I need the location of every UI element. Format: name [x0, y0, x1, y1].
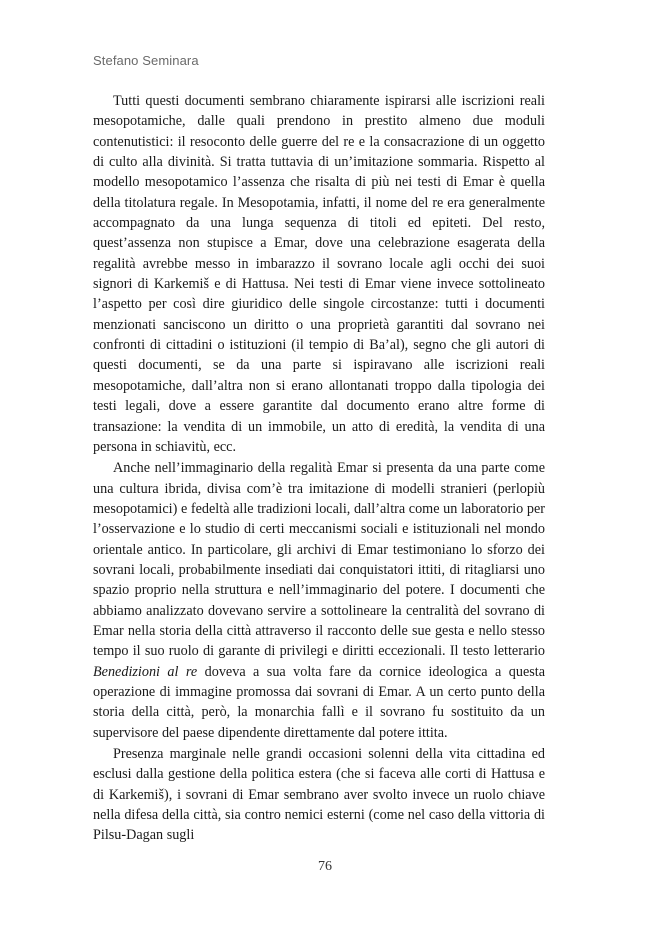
body-text [93, 91, 545, 846]
paragraph-3: Presenza marginale nelle grandi occasioni solenni della vita cittadina ed esclusi dalla gestione della politica estera (che si faceva alle corti di Hattusa e di Karkemiš), i sovrani di Emar sembrano aver svolto invece un ruolo chiave nella difesa della città, sia contro nemici esterni (come nel caso della vittoria di Pilsu-Dagan sugli [93, 746, 545, 844]
running-header: Stefano Seminara [93, 53, 199, 68]
paragraph-1: Tutti questi documenti sembrano chiaramente ispirarsi alle iscrizioni reali mesopotamiche, dalle quali prendono in prestito almeno due moduli contenutistici: il resoconto delle guerre del re e la consacrazione di un oggetto di culto alla divinità. Si tratta tuttavia di un’imitazione sommaria. Rispetto al modello mesopotamico l’assenza che risalta di più nei testi di Emar è quella della titolatura regale. In Mesopotamia, infatti, il nome del re era generalmente accompagnato da una lunga sequenza di titoli ed epiteti. Del resto, quest’assenza non stupisce a Emar, dove una celebrazione esagerata della regalità avrebbe messo in imbarazzo il sovrano locale agli occhi dei suoi signori di Karkemiš e di Hattusa. Nei testi di Emar viene invece sottolineato l’aspetto per così dire giuridico delle singole circostanze: tutti i documenti menzionati sanciscono un diritto o una proprietà garantiti dal sovrano nei confronti di cittadini o istituzioni (il tempio di Ba’al), segno che gli autori di questi documenti, se da una parte si ispiravano alle iscrizioni reali mesopotamiche, dall’altra non si erano allontanati troppo dalla tipologia dei testi legali, dove a essere garantite dal documento erano altre forme di transazione: la vendita di un immobile, un atto di eredità, la vendita di una persona in schiavitù, ecc. [93, 93, 545, 455]
page-number: 76 [318, 859, 332, 874]
book-title-italic: Benedizioni al re [93, 663, 198, 680]
paragraph-2-text-after: doveva a sua volta fare da cornice ideologica a questa operazione di immagine promossa dai sovrani di Emar. A un certo punto della storia della città, però, la monarchia fallì e il sovrano fu sostituito da un supervisore del paese dipendente direttamente dal potere ittita. [93, 663, 546, 741]
paragraph-2-text-before: Anche nell’immaginario della regalità Emar si presenta da una parte come una cultura ibrida, divisa com’è tra imitazione di modelli stranieri (perlopiù mesopotamici) e fedeltà alle tradizioni locali, dall’altra come un laboratorio per l’osservazione e lo studio di certi meccanismi sociali e istituzionali nel mondo orientale antico. In particolare, gli archivi di Emar testimoniano lo sforzo dei sovrani locali, probabilmente insediati dai conquistatori ittiti, di ritagliarsi uno spazio proprio nella struttura e nell’immaginario del potere. I documenti che abbiamo analizzato dovevano servire a sottolineare la centralità del sovrano di Emar nella storia della città attraverso il racconto delle sue gesta e nello stesso tempo il suo ruolo di garante di privilegi e diritti eccezionali. Il testo letterario [93, 460, 545, 660]
paragraph-2 [93, 458, 545, 743]
